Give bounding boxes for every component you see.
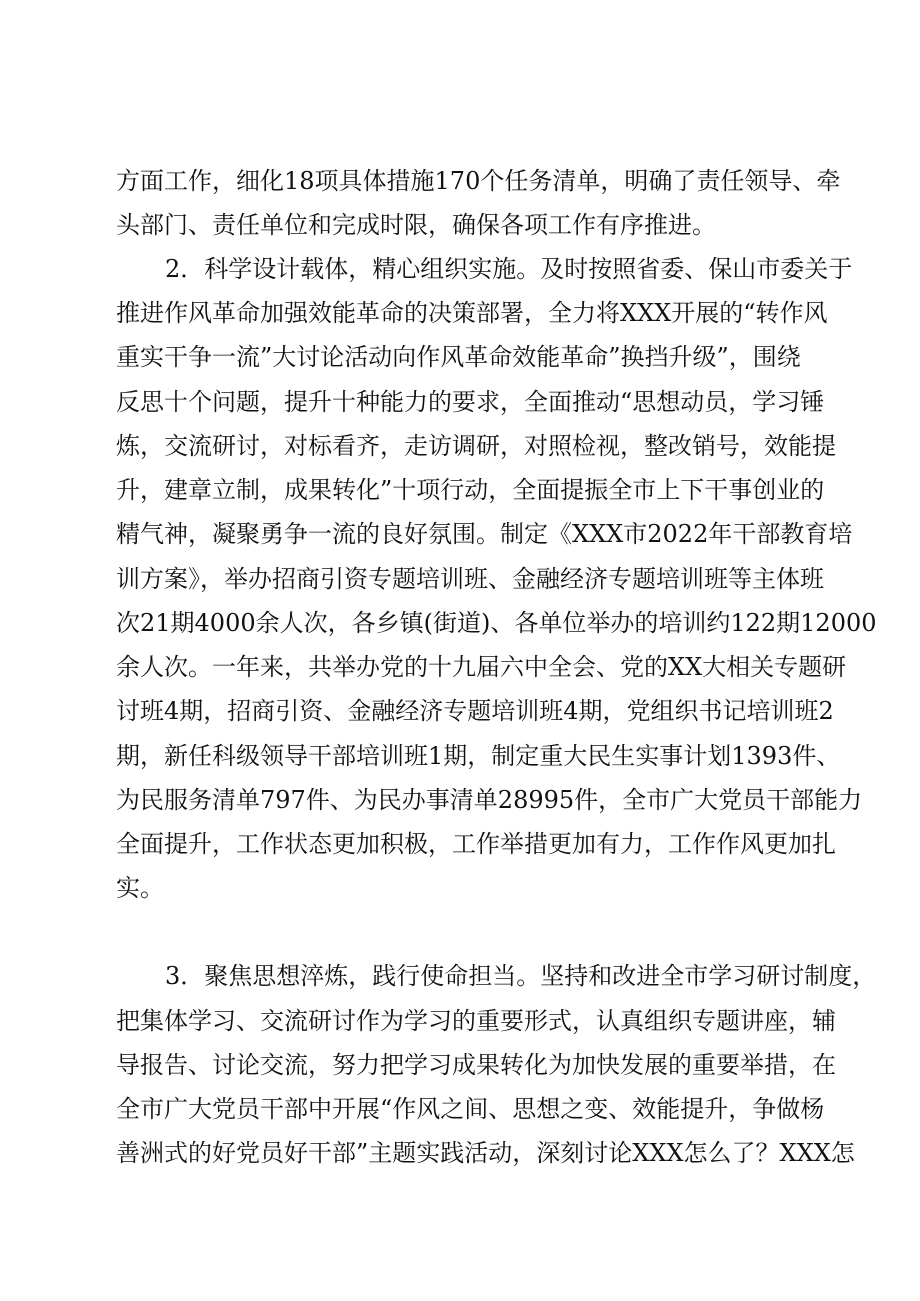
- text-line: 重实干争一流”大讨论活动向作风革命效能革命”换挡升级”，围绕: [116, 343, 801, 371]
- text-line: 为民服务清单797件、为民办事清单28995件，全市广大党员干部能力: [116, 786, 863, 814]
- text-line: 期，新任科级领导干部培训班1期，制定重大民生实事计划1393件、: [116, 742, 841, 770]
- text-line: 推进作风革命加强效能革命的决策部署，全力将XXX开展的“转作风: [116, 299, 828, 327]
- text-line: 次21期4000余人次，各乡镇(街道)、各单位举办的培训约122期12000: [116, 609, 877, 637]
- text-line: 实。: [116, 874, 164, 902]
- text-line: 把集体学习、交流研讨作为学习的重要形式，认真组织专题讲座，辅: [116, 1007, 836, 1035]
- text-line: 余人次。一年来，共举办党的十九届六中全会、党的XX大相关专题研: [116, 653, 847, 681]
- text-line: 善洲式的好党员好干部”主题实践活动，深刻讨论XXX怎么了？XXX怎: [116, 1139, 855, 1167]
- text-line: 讨班4期，招商引资、金融经济专题培训班4期，党组织书记培训班2: [116, 697, 834, 725]
- text-line: 全市广大党员干部中开展“作风之间、思想之变、效能提升，争做杨: [116, 1095, 825, 1123]
- text-line: 训方案》，举办招商引资专题培训班、金融经济专题培训班等主体班: [116, 565, 824, 593]
- text-line: 头部门、责任单位和完成时限，确保各项工作有序推进。: [116, 211, 716, 239]
- text-line: 升，建章立制，成果转化”十项行动，全面提振全市上下干事创业的: [116, 476, 825, 504]
- paragraph-3-start: 3．聚焦思想淬炼，践行使命担当。坚持和改进全市学习研讨制度，: [165, 962, 877, 990]
- paragraph-2-start: 2．科学设计载体，精心组织实施。及时按照省委、保山市委关于: [165, 255, 853, 283]
- text-line: 炼，交流研讨，对标看齐，走访调研，对照检视，整改销号，效能提: [116, 432, 836, 460]
- text-line: 全面提升，工作状态更加积极，工作举措更加有力，工作作风更加扎: [116, 830, 836, 858]
- text-line: 导报告、讨论交流，努力把学习成果转化为加快发展的重要举措，在: [116, 1051, 836, 1079]
- text-line: 反思十个问题，提升十种能力的要求，全面推动“思想动员，学习锤: [116, 388, 825, 416]
- text-line: 方面工作，细化18项具体措施170个任务清单，明确了责任领导、牵: [116, 167, 841, 195]
- blank-line: [0, 910, 920, 956]
- text-line: 精气神，凝聚勇争一流的良好氛围。制定《XXX市2022年干部教育培: [116, 520, 853, 548]
